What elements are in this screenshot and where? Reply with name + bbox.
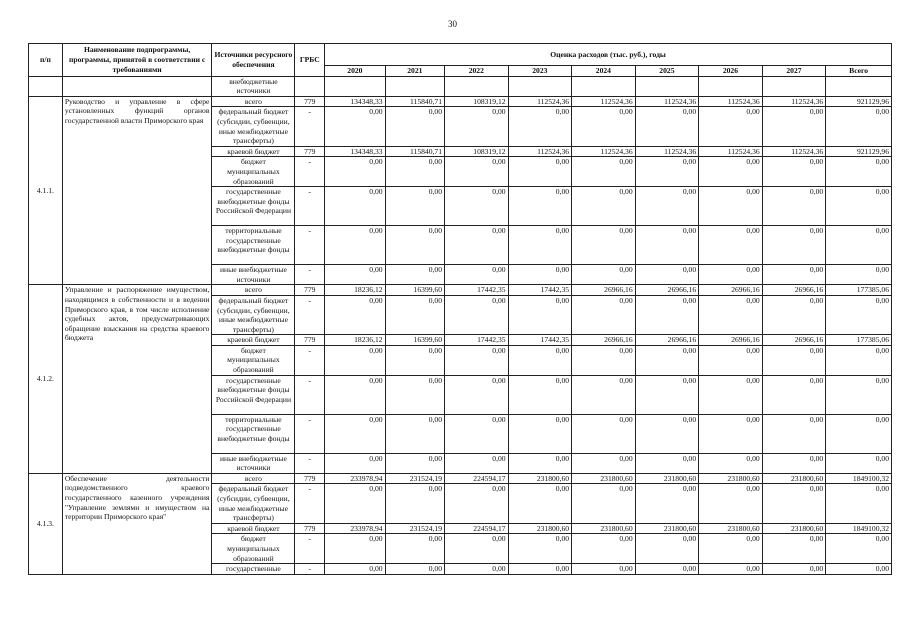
value-cell: 112524,36 — [635, 146, 699, 157]
value-cell: 0,00 — [762, 157, 826, 187]
value-cell: 17442,35 — [508, 285, 572, 296]
value-cell: 0,00 — [699, 484, 763, 523]
value-cell: 0,00 — [325, 226, 385, 265]
header-year: 2027 — [762, 66, 826, 77]
grbs-cell: - — [295, 157, 325, 187]
value-cell: 108319,12 — [445, 96, 509, 107]
value-cell: 0,00 — [572, 484, 636, 523]
value-cell: 0,00 — [762, 345, 826, 375]
value-cell: 0,00 — [325, 295, 385, 334]
value-cell: 0,00 — [385, 534, 444, 564]
value-cell: 0,00 — [508, 157, 572, 187]
value-cell: 26966,16 — [762, 335, 826, 346]
value-cell: 0,00 — [325, 414, 385, 453]
value-cell: 231800,60 — [699, 523, 763, 534]
value-cell: 0,00 — [508, 453, 572, 473]
source-cell: краевой бюджет — [212, 146, 295, 157]
value-cell: 0,00 — [572, 414, 636, 453]
value-cell: 0,00 — [445, 107, 509, 146]
value-cell: 0,00 — [325, 107, 385, 146]
value-cell: 0,00 — [325, 375, 385, 414]
value-cell: 112524,36 — [699, 96, 763, 107]
value-cell: 0,00 — [762, 107, 826, 146]
value-cell: 231800,60 — [508, 473, 572, 484]
source-cell: федеральный бюджет (субсидии, субвенции, иные межбюджетные трансферты) — [212, 295, 295, 334]
value-cell: 112524,36 — [762, 146, 826, 157]
value-cell: 0,00 — [445, 295, 509, 334]
value-cell: 233978,94 — [325, 473, 385, 484]
section-name: Управление и распоряжение имуществом, находящимся в собственности и в ведении Приморского края, в том числе исполнение судебных актов, предусматривающих обращение взыскания на средства краевого бюджета — [62, 285, 212, 474]
value-cell: 231800,60 — [635, 473, 699, 484]
value-cell: 0,00 — [699, 414, 763, 453]
source-cell: федеральный бюджет (субсидии, субвенции, иные межбюджетные трансферты) — [212, 484, 295, 523]
table-body — [29, 76, 892, 574]
page-number: 30 — [448, 19, 457, 29]
value-cell: 0,00 — [508, 534, 572, 564]
value-cell: 231800,60 — [635, 523, 699, 534]
value-cell: 112524,36 — [572, 96, 636, 107]
value-cell: 0,00 — [325, 534, 385, 564]
value-cell: 231524,19 — [385, 473, 444, 484]
grbs-cell: - — [295, 345, 325, 375]
value-cell: 0,00 — [635, 414, 699, 453]
grbs-cell: - — [295, 414, 325, 453]
value-cell: 26966,16 — [635, 285, 699, 296]
table-row — [29, 473, 892, 484]
value-cell: 0,00 — [325, 157, 385, 187]
value-cell: 0,00 — [762, 295, 826, 334]
value-cell: 231800,60 — [762, 473, 826, 484]
source-cell: всего — [212, 473, 295, 484]
header-name: Наименование подпрограммы, программы, принятой в соответствии с требованиями — [62, 44, 212, 77]
value-cell: 26966,16 — [572, 285, 636, 296]
value-cell: 177385,06 — [826, 335, 892, 346]
value-cell: 18236,12 — [325, 285, 385, 296]
value-cell: 0,00 — [635, 453, 699, 473]
value-cell: 231800,60 — [572, 473, 636, 484]
value-cell: 115840,71 — [385, 146, 444, 157]
value-cell: 0,00 — [699, 295, 763, 334]
value-cell: 0,00 — [699, 534, 763, 564]
grbs-cell: 779 — [295, 146, 325, 157]
value-cell: 0,00 — [572, 375, 636, 414]
value-cell: 26966,16 — [572, 335, 636, 346]
value-cell: 0,00 — [445, 226, 509, 265]
value-cell: 231800,60 — [762, 523, 826, 534]
source-cell: территориальные государственные внебюджетные фонды — [212, 414, 295, 453]
value-cell: 0,00 — [385, 265, 444, 285]
grbs-cell: 779 — [295, 96, 325, 107]
value-cell: 0,00 — [508, 265, 572, 285]
value-cell: 0,00 — [385, 453, 444, 473]
value-cell: 0,00 — [826, 484, 892, 523]
value-cell: 0,00 — [762, 484, 826, 523]
budget-table — [28, 43, 892, 575]
header-year: 2022 — [445, 66, 509, 77]
value-cell: 0,00 — [635, 187, 699, 226]
value-cell: 0,00 — [826, 564, 892, 575]
table-row — [29, 285, 892, 296]
value-cell: 231800,60 — [572, 523, 636, 534]
source-cell: государственные внебюджетные фонды Российской Федерации — [212, 375, 295, 414]
value-cell: 231524,19 — [385, 523, 444, 534]
value-cell: 0,00 — [508, 564, 572, 575]
value-cell: 0,00 — [826, 157, 892, 187]
header-year: 2021 — [385, 66, 444, 77]
value-cell: 0,00 — [508, 187, 572, 226]
value-cell: 0,00 — [635, 564, 699, 575]
header-year: 2026 — [699, 66, 763, 77]
value-cell: 0,00 — [385, 226, 444, 265]
value-cell: 0,00 — [572, 564, 636, 575]
source-cell: иные внебюджетные источники — [212, 453, 295, 473]
value-cell: 0,00 — [445, 414, 509, 453]
source-cell: территориальные государственные внебюджетные фонды — [212, 226, 295, 265]
value-cell: 0,00 — [826, 453, 892, 473]
grbs-cell: 779 — [295, 523, 325, 534]
header-row — [29, 44, 892, 66]
value-cell: 0,00 — [445, 534, 509, 564]
header-year: 2025 — [635, 66, 699, 77]
value-cell: 0,00 — [826, 414, 892, 453]
value-cell: 0,00 — [826, 295, 892, 334]
value-cell: 1849100,32 — [826, 523, 892, 534]
value-cell: 26966,16 — [699, 335, 763, 346]
value-cell: 112524,36 — [572, 146, 636, 157]
value-cell: 224594,17 — [445, 523, 509, 534]
value-cell: 16399,60 — [385, 335, 444, 346]
section-code: 4.1.3. — [29, 473, 63, 574]
grbs-cell: 779 — [295, 285, 325, 296]
value-cell: 0,00 — [508, 295, 572, 334]
value-cell: 0,00 — [699, 226, 763, 265]
value-cell: 224594,17 — [445, 473, 509, 484]
value-cell: 0,00 — [826, 265, 892, 285]
value-cell: 0,00 — [572, 295, 636, 334]
value-cell: 0,00 — [445, 187, 509, 226]
value-cell: 0,00 — [572, 226, 636, 265]
grbs-cell: - — [295, 265, 325, 285]
value-cell: 0,00 — [762, 265, 826, 285]
value-cell: 0,00 — [572, 453, 636, 473]
value-cell: 0,00 — [635, 345, 699, 375]
value-cell: 0,00 — [635, 375, 699, 414]
value-cell: 0,00 — [699, 564, 763, 575]
value-cell: 0,00 — [385, 345, 444, 375]
value-cell: 17442,35 — [508, 335, 572, 346]
value-cell: 0,00 — [762, 187, 826, 226]
value-cell: 177385,06 — [826, 285, 892, 296]
grbs-cell: - — [295, 375, 325, 414]
value-cell: 0,00 — [445, 564, 509, 575]
value-cell: 0,00 — [508, 226, 572, 265]
value-cell: 231800,60 — [508, 523, 572, 534]
value-cell: 0,00 — [762, 564, 826, 575]
value-cell: 18236,12 — [325, 335, 385, 346]
value-cell: 0,00 — [699, 265, 763, 285]
value-cell: 0,00 — [325, 564, 385, 575]
value-cell: 0,00 — [699, 453, 763, 473]
value-cell: 0,00 — [826, 534, 892, 564]
value-cell: 231800,60 — [699, 473, 763, 484]
value-cell: 0,00 — [826, 187, 892, 226]
source-cell: внебюджетные источники — [212, 76, 295, 96]
grbs-cell: - — [295, 295, 325, 334]
source-cell: государственные — [212, 564, 295, 575]
value-cell: 0,00 — [635, 295, 699, 334]
source-cell: бюджет муниципальных образований — [212, 534, 295, 564]
value-cell: 112524,36 — [508, 146, 572, 157]
value-cell: 134348,33 — [325, 146, 385, 157]
section-code: 4.1.2. — [29, 285, 63, 474]
value-cell: 0,00 — [385, 414, 444, 453]
value-cell: 0,00 — [572, 345, 636, 375]
source-cell: бюджет муниципальных образований — [212, 157, 295, 187]
value-cell: 0,00 — [508, 107, 572, 146]
value-cell: 0,00 — [445, 157, 509, 187]
value-cell: 0,00 — [572, 265, 636, 285]
source-cell: краевой бюджет — [212, 523, 295, 534]
header-estimate: Оценка расходов (тыс. руб.), годы — [325, 44, 892, 66]
value-cell: 0,00 — [635, 226, 699, 265]
value-cell: 115840,71 — [385, 96, 444, 107]
value-cell: 0,00 — [572, 187, 636, 226]
value-cell: 0,00 — [385, 157, 444, 187]
value-cell: 0,00 — [325, 484, 385, 523]
value-cell: 0,00 — [385, 295, 444, 334]
value-cell: 26966,16 — [762, 285, 826, 296]
value-cell: 134348,33 — [325, 96, 385, 107]
value-cell: 0,00 — [826, 226, 892, 265]
value-cell: 0,00 — [508, 375, 572, 414]
value-cell: 0,00 — [325, 265, 385, 285]
grbs-cell: - — [295, 484, 325, 523]
value-cell: 16399,60 — [385, 285, 444, 296]
value-cell: 0,00 — [572, 107, 636, 146]
value-cell: 112524,36 — [635, 96, 699, 107]
value-cell: 0,00 — [699, 345, 763, 375]
value-cell: 0,00 — [385, 107, 444, 146]
value-cell: 17442,35 — [445, 335, 509, 346]
value-cell: 17442,35 — [445, 285, 509, 296]
value-cell: 0,00 — [325, 345, 385, 375]
value-cell: 0,00 — [826, 107, 892, 146]
grbs-cell: 779 — [295, 335, 325, 346]
section-name: Руководство и управление в сфере установленных функций органов государственной власти Приморского края — [62, 96, 212, 285]
source-cell: государственные внебюджетные фонды Российской Федерации — [212, 187, 295, 226]
value-cell: 0,00 — [635, 107, 699, 146]
value-cell: 0,00 — [385, 187, 444, 226]
value-cell: 0,00 — [635, 534, 699, 564]
value-cell: 0,00 — [325, 453, 385, 473]
value-cell: 0,00 — [699, 375, 763, 414]
value-cell: 1849100,32 — [826, 473, 892, 484]
value-cell: 0,00 — [762, 226, 826, 265]
value-cell: 0,00 — [635, 157, 699, 187]
value-cell: 0,00 — [699, 107, 763, 146]
value-cell: 112524,36 — [699, 146, 763, 157]
value-cell: 0,00 — [445, 484, 509, 523]
value-cell: 0,00 — [762, 375, 826, 414]
header-year: 2024 — [572, 66, 636, 77]
value-cell: 0,00 — [445, 345, 509, 375]
source-cell: иные внебюджетные источники — [212, 265, 295, 285]
grbs-cell: - — [295, 226, 325, 265]
header-grbs: ГРБС — [295, 44, 325, 77]
value-cell: 0,00 — [635, 484, 699, 523]
source-cell: всего — [212, 285, 295, 296]
value-cell: 0,00 — [699, 187, 763, 226]
value-cell: 0,00 — [325, 187, 385, 226]
value-cell: 26966,16 — [635, 335, 699, 346]
value-cell: 0,00 — [826, 345, 892, 375]
header-no: п/п — [29, 44, 63, 77]
source-cell: краевой бюджет — [212, 335, 295, 346]
value-cell: 0,00 — [385, 375, 444, 414]
value-cell: 0,00 — [385, 484, 444, 523]
table-row — [29, 96, 892, 107]
header-year: Всего — [826, 66, 892, 77]
source-cell: бюджет муниципальных образований — [212, 345, 295, 375]
value-cell: 233978,94 — [325, 523, 385, 534]
header-year: 2020 — [325, 66, 385, 77]
grbs-cell: 779 — [295, 473, 325, 484]
value-cell: 0,00 — [699, 157, 763, 187]
table-row — [29, 76, 892, 96]
value-cell: 0,00 — [445, 453, 509, 473]
value-cell: 108319,12 — [445, 146, 509, 157]
grbs-cell: - — [295, 564, 325, 575]
grbs-cell: - — [295, 107, 325, 146]
section-code: 4.1.1. — [29, 96, 63, 285]
value-cell: 0,00 — [635, 265, 699, 285]
header-source: Источники ресурсного обеспечения — [212, 44, 295, 77]
grbs-cell: - — [295, 534, 325, 564]
value-cell: 26966,16 — [699, 285, 763, 296]
value-cell: 0,00 — [762, 453, 826, 473]
value-cell: 0,00 — [508, 484, 572, 523]
section-name: Обеспечение деятельности подведомственного краевого государственного казенного учреждения "Управление землями и имуществом на территории Приморского края" — [62, 473, 212, 574]
grbs-cell: - — [295, 453, 325, 473]
value-cell: 0,00 — [572, 157, 636, 187]
grbs-cell: - — [295, 187, 325, 226]
source-cell: федеральный бюджет (субсидии, субвенции, иные межбюджетные трансферты) — [212, 107, 295, 146]
value-cell: 0,00 — [508, 345, 572, 375]
source-cell: всего — [212, 96, 295, 107]
value-cell: 0,00 — [572, 534, 636, 564]
value-cell: 112524,36 — [508, 96, 572, 107]
value-cell: 0,00 — [445, 265, 509, 285]
value-cell: 0,00 — [762, 414, 826, 453]
value-cell: 0,00 — [762, 534, 826, 564]
value-cell: 112524,36 — [762, 96, 826, 107]
value-cell: 921129,96 — [826, 146, 892, 157]
value-cell: 0,00 — [826, 375, 892, 414]
header-year: 2023 — [508, 66, 572, 77]
value-cell: 0,00 — [445, 375, 509, 414]
value-cell: 0,00 — [508, 414, 572, 453]
value-cell: 921129,96 — [826, 96, 892, 107]
value-cell: 0,00 — [385, 564, 444, 575]
